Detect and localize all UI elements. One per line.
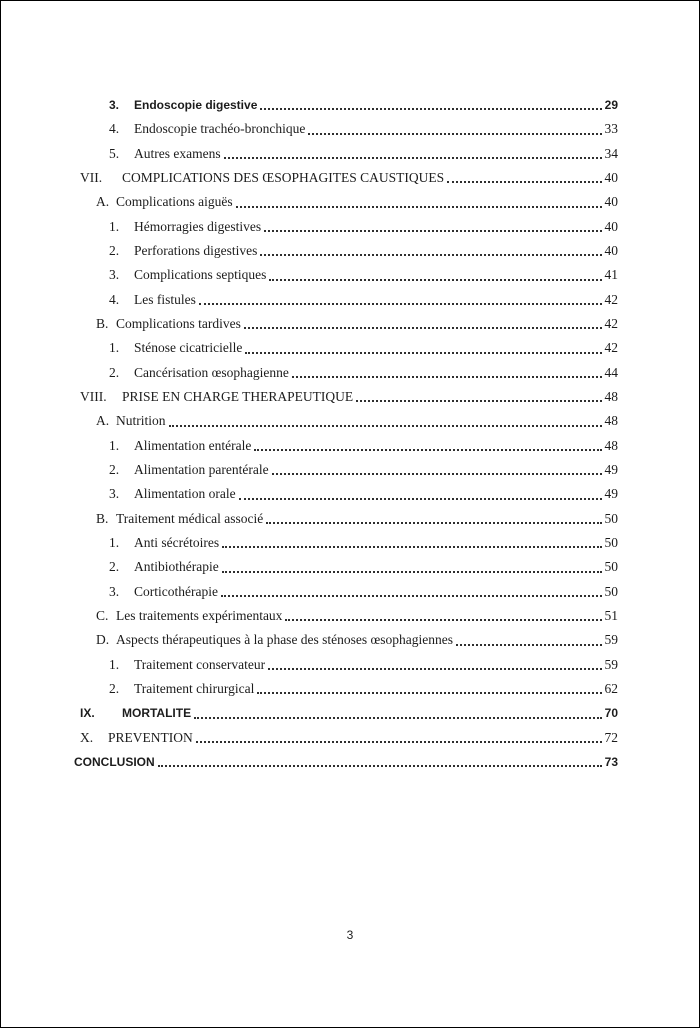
toc-entry-number: VIII. — [80, 388, 107, 404]
toc-dot-leader — [199, 303, 602, 305]
toc-dot-leader — [260, 254, 601, 256]
toc-entry-page: 42 — [604, 291, 618, 307]
toc-entry-page: 51 — [604, 607, 618, 623]
toc-entry-number: 3. — [109, 583, 120, 599]
toc-dot-leader — [308, 133, 601, 135]
toc-entry-title: Antibiothérapie — [134, 559, 219, 575]
toc-entry — [74, 215, 618, 239]
toc-entry-page: 62 — [604, 680, 618, 696]
toc-entry-number: IX. — [80, 706, 95, 721]
toc-entry — [74, 190, 618, 214]
toc-entry-page: 50 — [604, 534, 618, 550]
toc-entry — [74, 653, 618, 677]
toc-entry — [74, 117, 618, 141]
toc-entry-number: 5. — [109, 145, 120, 161]
toc-dot-leader — [285, 619, 601, 621]
toc-entry-number: 1. — [109, 340, 120, 356]
toc-entry-title: Hémorragies digestives — [134, 218, 262, 234]
toc-entry-title: Alimentation entérale — [134, 437, 252, 453]
toc-entry-title: Perforations digestives — [134, 242, 258, 258]
toc-entry-page: 42 — [604, 340, 618, 356]
toc-entry-page: 48 — [604, 437, 618, 453]
toc-entry-page: 73 — [604, 754, 618, 769]
toc-entry-page: 72 — [604, 729, 618, 745]
toc-entry-number: A. — [96, 413, 110, 429]
toc-entry-page: 40 — [604, 194, 618, 210]
toc-dot-leader — [292, 376, 602, 378]
toc-dot-leader — [356, 400, 601, 402]
toc-dot-leader — [239, 498, 602, 500]
toc-dot-leader — [224, 157, 602, 159]
toc-entry-title: COMPLICATIONS DES ŒSOPHAGITES CAUSTIQUES — [122, 169, 445, 185]
toc-entry-page: 40 — [604, 169, 618, 185]
toc-entry — [74, 701, 618, 725]
toc-dot-leader — [222, 571, 602, 573]
toc-dot-leader — [266, 522, 601, 524]
toc-dot-leader — [447, 181, 601, 183]
toc-entry-number: 4. — [109, 291, 120, 307]
toc-entry-title: Alimentation orale — [134, 486, 236, 502]
toc-entry-page: 50 — [604, 510, 618, 526]
toc-entry-title: PREVENTION — [108, 729, 193, 745]
toc-entry-number: D. — [96, 632, 110, 648]
toc-entry-number: X. — [80, 729, 94, 745]
toc-dot-leader — [222, 546, 601, 548]
toc-entry-title: Complications aiguës — [116, 194, 233, 210]
toc-entry — [74, 336, 618, 360]
toc-entry-title: MORTALITE — [122, 706, 192, 721]
toc-dot-leader — [264, 230, 601, 232]
toc-entry-title: Endoscopie trachéo-bronchique — [134, 121, 306, 137]
toc-entry-page: 50 — [604, 559, 618, 575]
toc-entry-page: 29 — [604, 98, 618, 112]
toc-entry-title: Sténose cicatricielle — [134, 340, 243, 356]
toc-entry-title: Les traitements expérimentaux — [116, 607, 283, 623]
toc-dot-leader — [169, 425, 602, 427]
toc-entry-number: 2. — [109, 364, 120, 380]
toc-entry-title: Aspects thérapeutiques à la phase des sténoses œsophagiennes — [116, 632, 454, 648]
toc-entry — [74, 750, 618, 774]
toc-entry — [74, 482, 618, 506]
toc-dot-leader — [245, 352, 601, 354]
toc-entry-title: Traitement conservateur — [134, 656, 266, 672]
toc-entry-number: 1. — [109, 437, 120, 453]
toc-dot-leader — [254, 449, 601, 451]
toc-entry — [74, 361, 618, 385]
toc-entry — [74, 385, 618, 409]
toc-entry-page: 33 — [604, 121, 618, 137]
toc-entry-number: 1. — [109, 218, 120, 234]
toc-entry — [74, 507, 618, 531]
toc-dot-leader — [194, 717, 602, 719]
toc-entry-title: Traitement chirurgical — [134, 680, 255, 696]
toc-dot-leader — [456, 644, 601, 646]
toc-entry-title: Anti sécrétoires — [134, 534, 220, 550]
toc-entry-title: Alimentation parentérale — [134, 461, 269, 477]
toc-entry-page: 48 — [604, 388, 618, 404]
toc-entry-title: PRISE EN CHARGE THERAPEUTIQUE — [122, 388, 354, 404]
toc-entry — [74, 93, 618, 117]
toc-entry — [74, 531, 618, 555]
toc-entry-title: Les fistules — [134, 291, 196, 307]
toc-entry — [74, 166, 618, 190]
toc-entry-number: 2. — [109, 242, 120, 258]
toc-entry-title: CONCLUSION — [74, 754, 155, 769]
toc-entry-number: C. — [96, 607, 109, 623]
toc-entry — [74, 434, 618, 458]
toc-entry-number: VII. — [80, 169, 103, 185]
toc-entry-page: 50 — [604, 583, 618, 599]
toc-entry-number: 2. — [109, 680, 120, 696]
toc-entry-number: A. — [96, 194, 110, 210]
toc-dot-leader — [196, 741, 602, 743]
toc-entry-title: Endoscopie digestive — [134, 98, 258, 112]
toc-entry-number: 3. — [109, 267, 120, 283]
toc-dot-leader — [244, 327, 602, 329]
toc-entry-number: 2. — [109, 461, 120, 477]
toc-entry-page: 49 — [604, 486, 618, 502]
toc-entry-page: 41 — [604, 267, 618, 283]
toc-entry — [74, 628, 618, 652]
toc-entry-page: 48 — [604, 413, 618, 429]
toc-entry-page: 59 — [604, 632, 618, 648]
toc-dot-leader — [257, 692, 601, 694]
toc-dot-leader — [272, 473, 602, 475]
toc-entry-number: 4. — [109, 121, 120, 137]
toc-entry — [74, 288, 618, 312]
toc-entry — [74, 263, 618, 287]
toc-dot-leader — [269, 279, 601, 281]
toc-entry-number: B. — [96, 315, 109, 331]
toc-entry-page: 44 — [604, 364, 618, 380]
toc-entry — [74, 312, 618, 336]
toc-entry — [74, 677, 618, 701]
toc-entry-number: 3. — [109, 486, 120, 502]
toc-entry-title: Corticothérapie — [134, 583, 218, 599]
toc-entry-number: B. — [96, 510, 109, 526]
toc-list — [74, 93, 618, 774]
toc-entry-page: 40 — [604, 242, 618, 258]
toc-entry-title: Complications septiques — [134, 267, 267, 283]
toc-entry-page: 34 — [604, 145, 618, 161]
toc-dot-leader — [158, 765, 602, 767]
toc-dot-leader — [221, 595, 602, 597]
toc-entry — [74, 142, 618, 166]
toc-entry-number: 2. — [109, 559, 120, 575]
toc-dot-leader — [236, 206, 602, 208]
toc-entry — [74, 604, 618, 628]
toc-entry — [74, 409, 618, 433]
toc-entry-number: 3. — [109, 98, 120, 112]
toc-entry-number: 1. — [109, 534, 120, 550]
toc-entry-title: Nutrition — [116, 413, 166, 429]
toc-entry-title: Cancérisation œsophagienne — [134, 364, 289, 380]
toc-entry-page: 42 — [604, 315, 618, 331]
toc-entry-title: Autres examens — [134, 145, 221, 161]
footer-page-number: 3 — [346, 928, 354, 942]
toc-entry — [74, 580, 618, 604]
toc-entry-page: 70 — [604, 706, 618, 721]
toc-entry-number: 1. — [109, 656, 120, 672]
toc-entry — [74, 239, 618, 263]
toc-dot-leader — [260, 108, 601, 110]
toc-entry — [74, 555, 618, 579]
toc-entry-page: 40 — [604, 218, 618, 234]
toc-entry — [74, 458, 618, 482]
toc-entry — [74, 726, 618, 750]
toc-entry-title: Traitement médical associé — [116, 510, 264, 526]
toc-dot-leader — [268, 668, 601, 670]
toc-entry-page: 59 — [604, 656, 618, 672]
toc-entry-page: 49 — [604, 461, 618, 477]
toc-entry-title: Complications tardives — [116, 315, 241, 331]
